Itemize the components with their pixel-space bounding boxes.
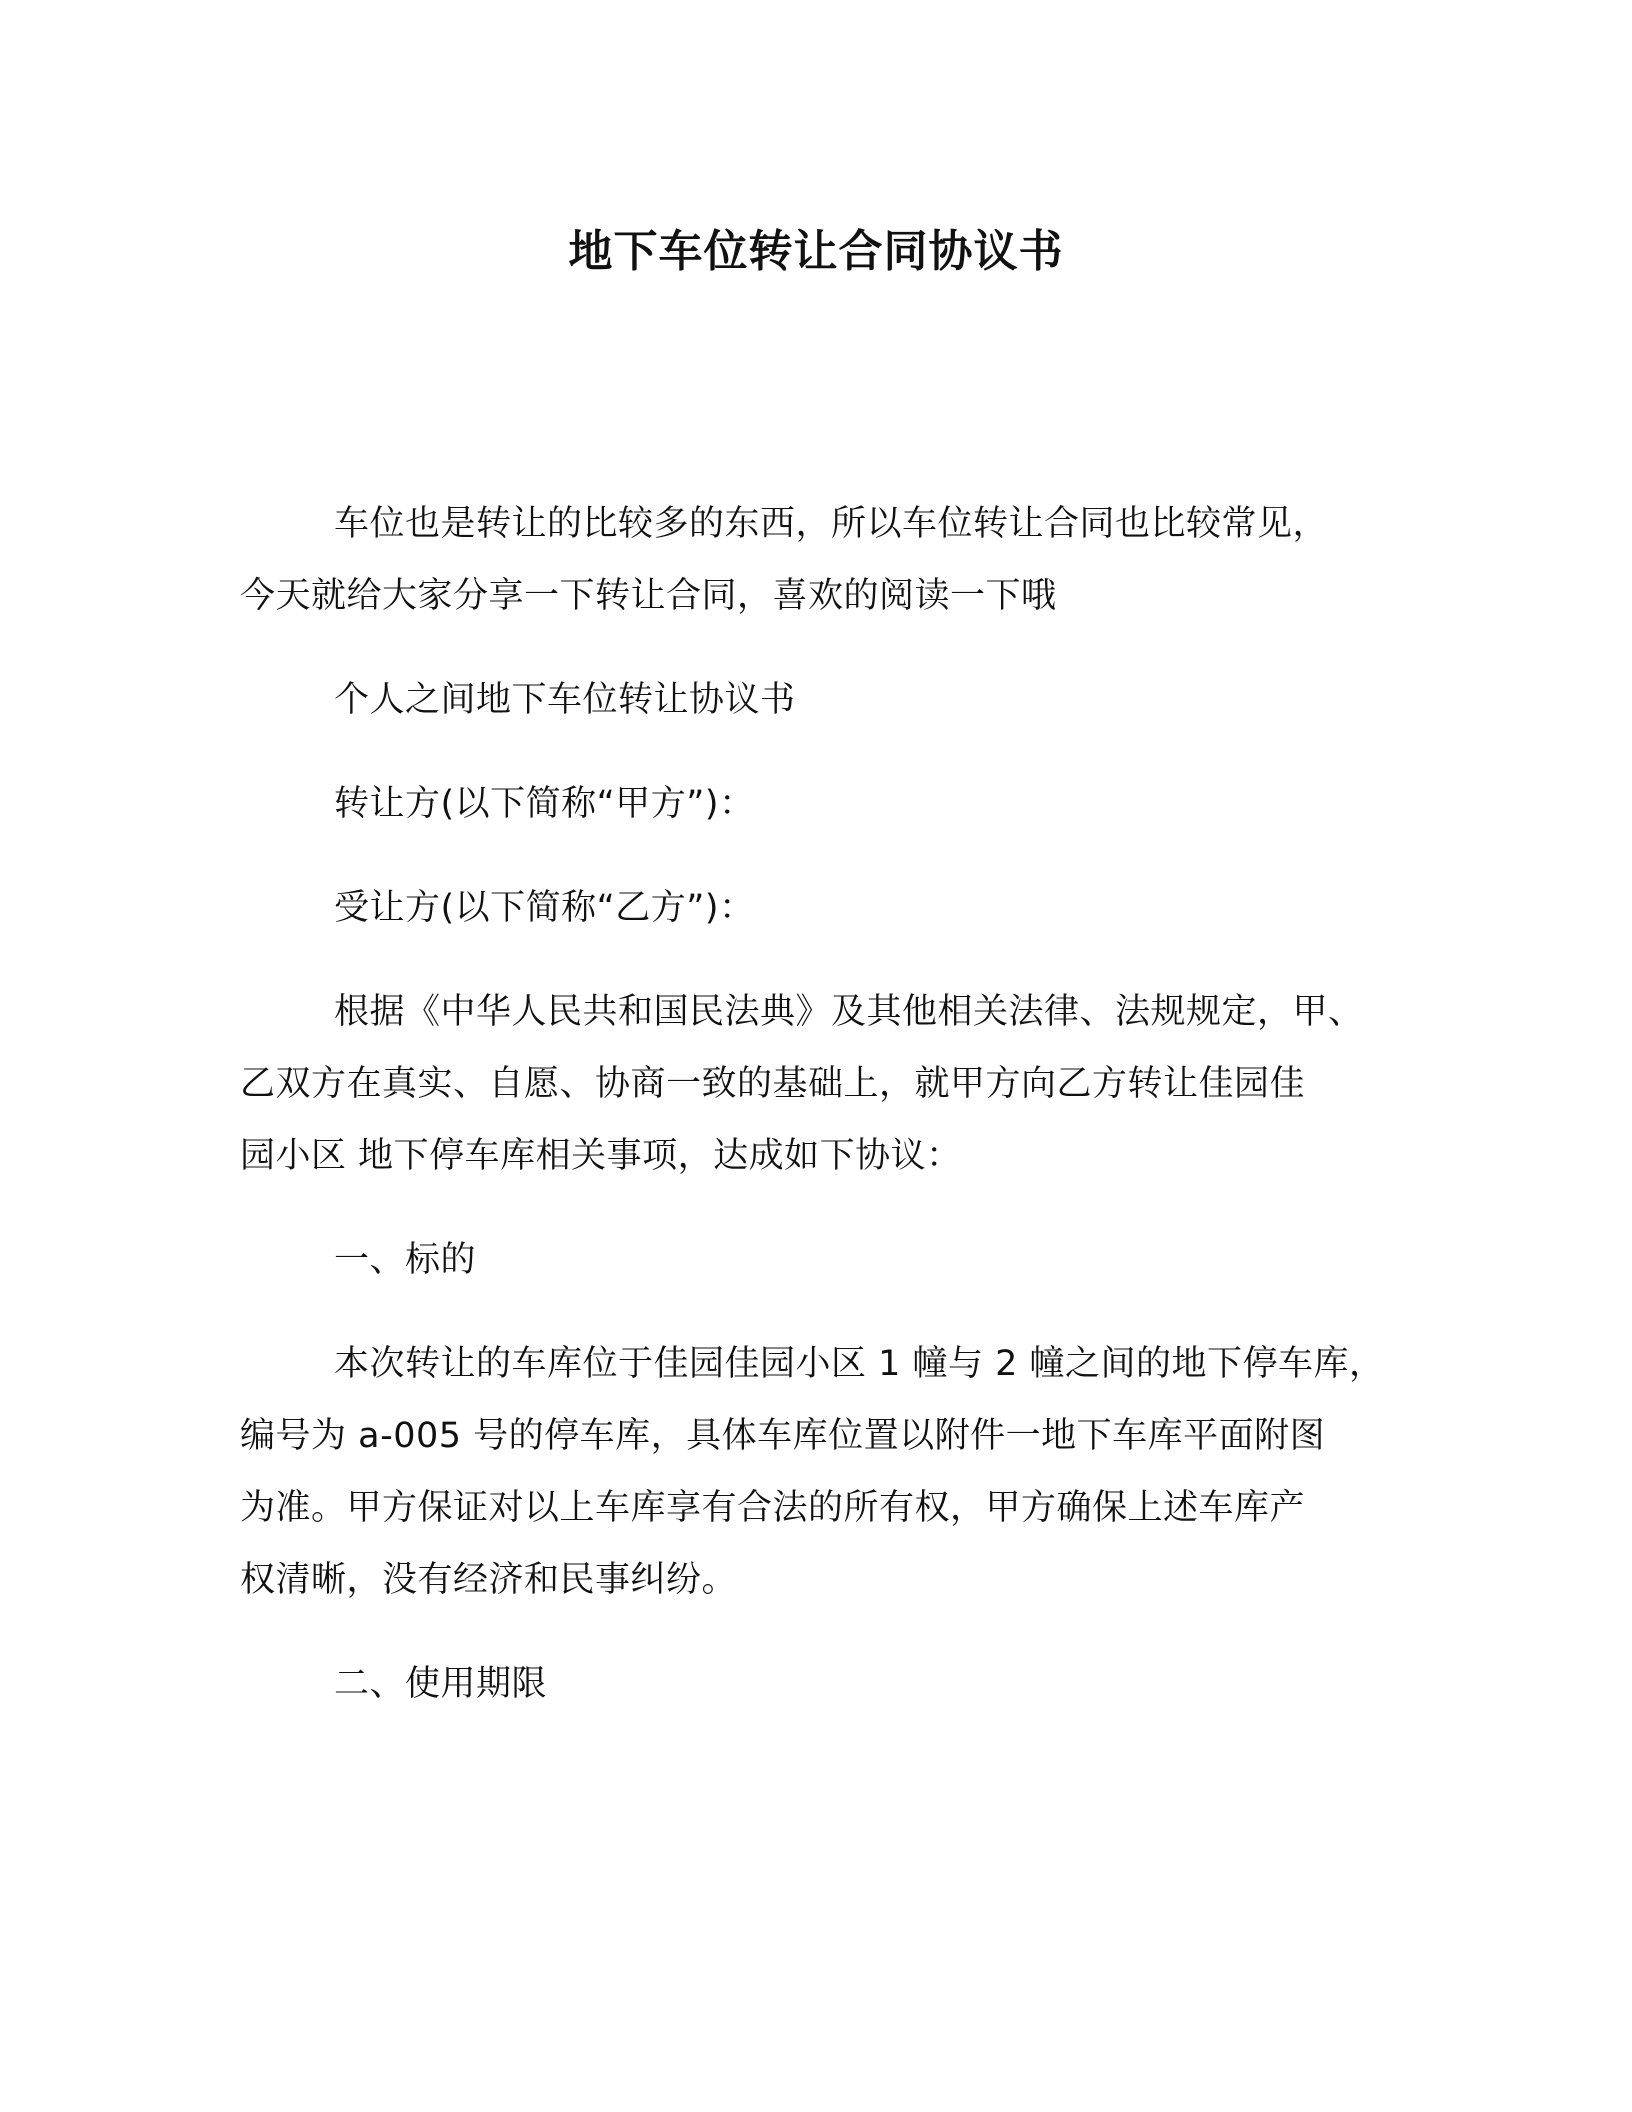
preamble-line: 园小区 地下停车库相关事项，达成如下协议：: [240, 1136, 962, 1176]
party-a-line: 转让方(以下简称“甲方”)：: [334, 784, 755, 824]
preamble-paragraph: [240, 976, 1460, 1192]
section-2-heading: 二、使用期限: [334, 1664, 548, 1704]
section-1-line: 本次转让的车库位于佳园佳园小区 1 幢与 2 幢之间的地下停车库，: [334, 1344, 1385, 1384]
section-1-heading: 一、标的: [334, 1240, 477, 1280]
intro-line: 今天就给大家分享一下转让合同，喜欢的阅读一下哦: [240, 576, 1057, 616]
intro-paragraph: [240, 488, 1460, 632]
section-1-line: 权清晰，没有经济和民事纠纷。: [240, 1560, 738, 1600]
section-1-line: 为准。甲方保证对以上车库享有合法的所有权，甲方确保上述车库产: [240, 1488, 1306, 1528]
section-1-paragraph: [240, 1328, 1460, 1616]
intro-line: 车位也是转让的比较多的东西，所以车位转让合同也比较常见，: [334, 504, 1329, 544]
section-1-line: 编号为 a-005 号的停车库，具体车库位置以附件一地下车库平面附图: [240, 1416, 1326, 1456]
party-b-line: 受让方(以下简称“乙方”)：: [334, 888, 755, 928]
document-body: [240, 488, 1460, 1720]
preamble-line: 根据《中华人民共和国民法典》及其他相关法律、法规规定，甲、: [334, 992, 1364, 1032]
document-title: 地下车位转让合同协议书: [568, 226, 1064, 277]
agreement-subtitle: 个人之间地下车位转让协议书: [334, 680, 796, 720]
preamble-line: 乙双方在真实、自愿、协商一致的基础上，就甲方向乙方转让佳园佳: [240, 1064, 1306, 1104]
